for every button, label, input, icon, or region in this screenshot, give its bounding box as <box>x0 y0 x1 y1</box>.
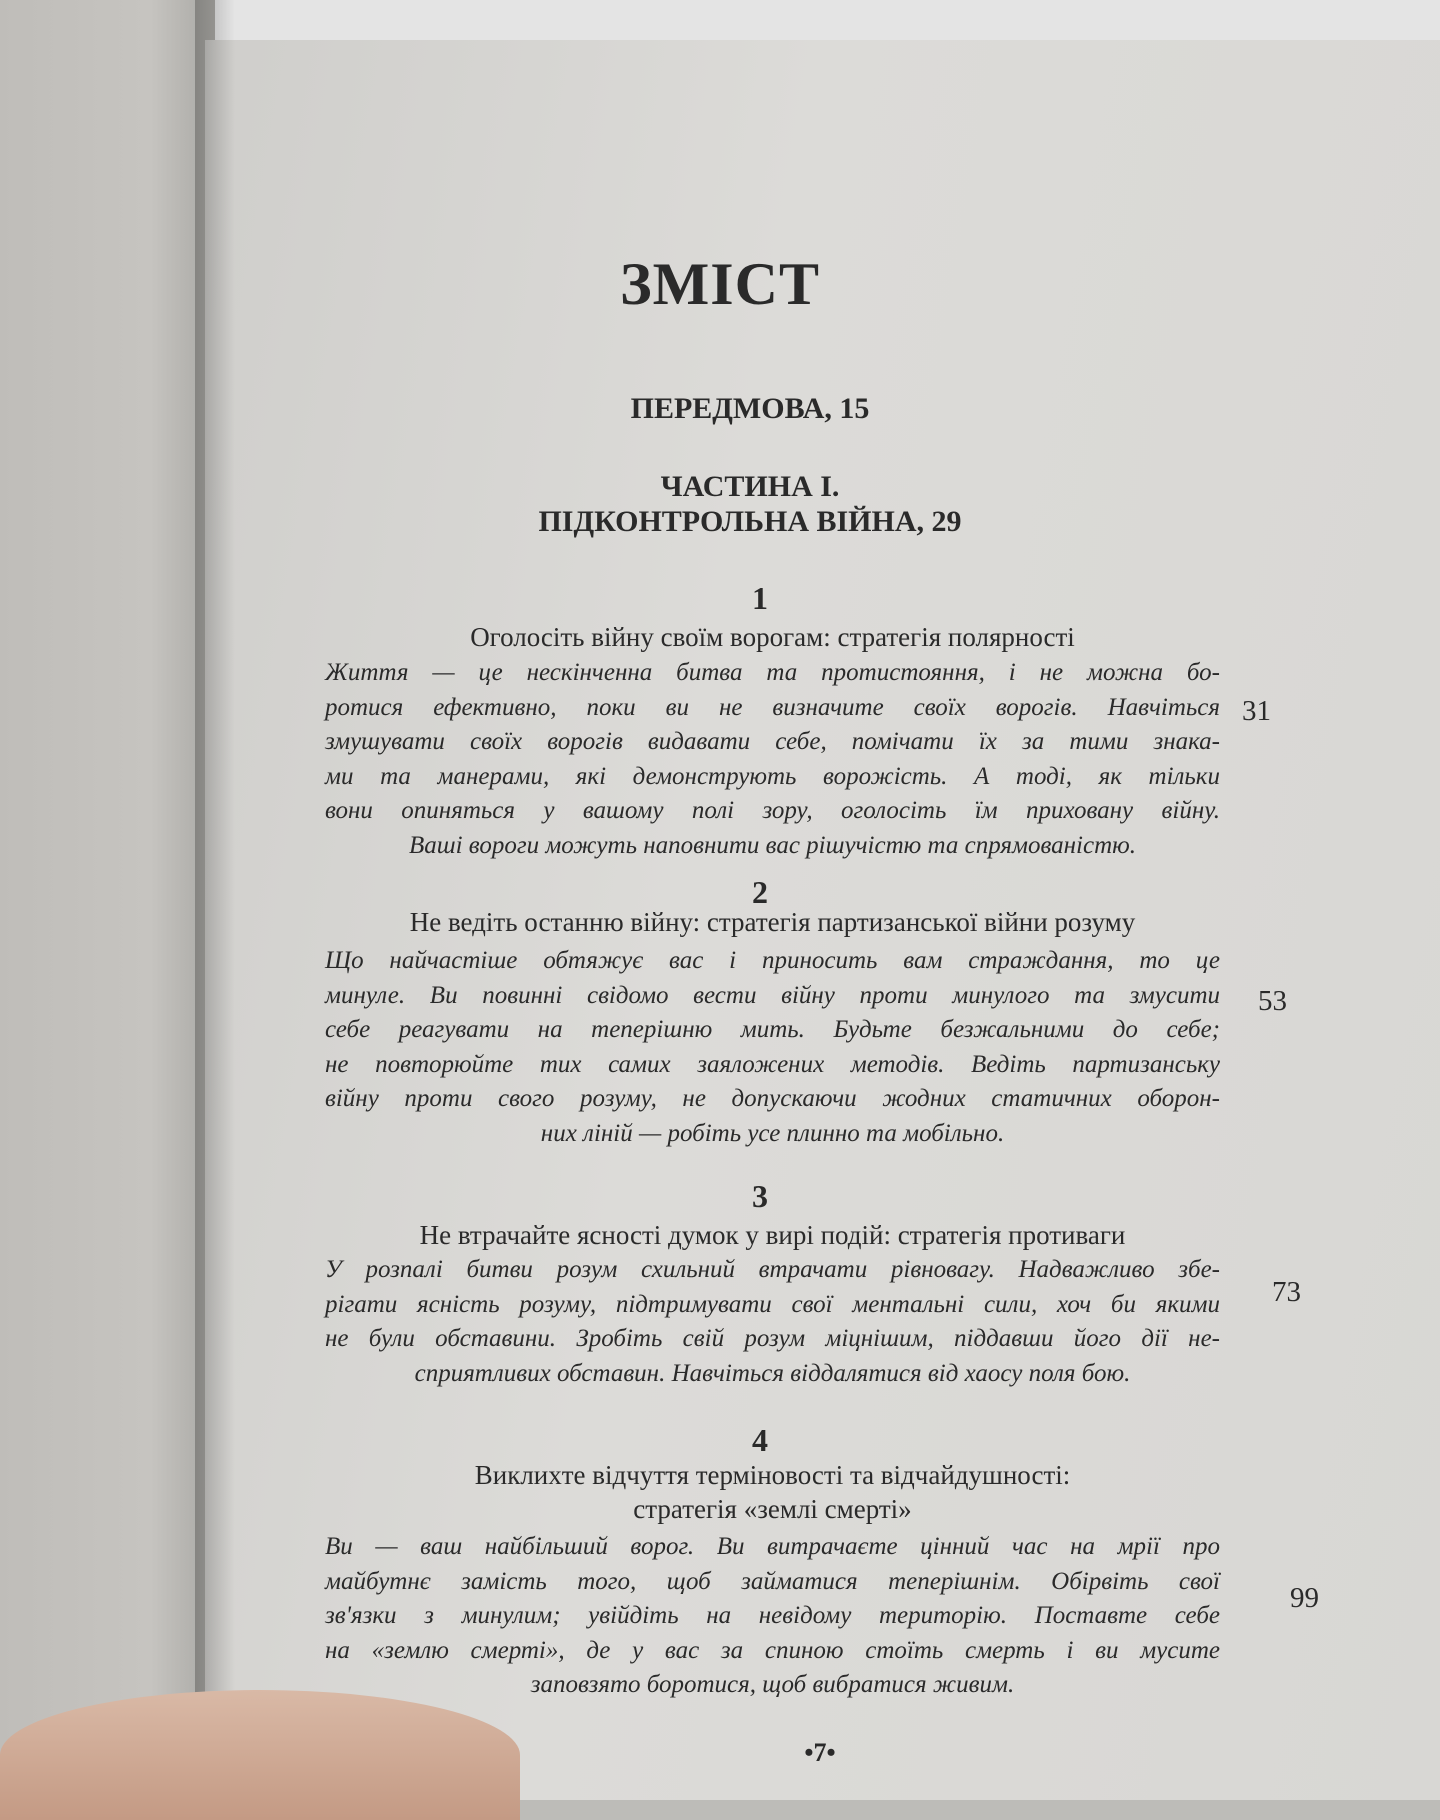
finger <box>0 1690 520 1820</box>
description-line: Ви — ваш найбільший ворог. Ви витрачаєте цінний час на мрії про <box>325 1533 1220 1560</box>
description-line: війну проти свого розуму, не допускаючи жодних статичних оборон- <box>325 1085 1220 1112</box>
description-line: Ваші вороги можуть наповнити вас рішучістю та спрямованістю. <box>408 831 1137 859</box>
description-line: Життя — це нескінченна битва та протистояння, і не можна бо- <box>325 659 1220 686</box>
description-line: рігати ясність розуму, підтримувати свої ментальні сили, хоч би якими <box>325 1290 1220 1318</box>
chapter-number: 4 <box>752 1422 768 1458</box>
description-line: вони опиняться у вашому полі зору, оголосіть їм приховану війну. <box>325 797 1220 824</box>
chapter-description <box>325 944 1220 1151</box>
description-line: минуле. Ви повинні свідомо вести війну проти минулого та змусити <box>325 981 1220 1009</box>
part-heading-line2: ПІДКОНТРОЛЬНА ВІЙНА, 29 <box>538 505 962 538</box>
chapter-description <box>325 1253 1220 1391</box>
description-line: не були обставини. Зробіть свій розум міцнішим, піддавши його дії не- <box>325 1325 1220 1352</box>
description-line: заповзято боротися, щоб вибратися живим. <box>530 1671 1015 1698</box>
description-line: себе реагувати на теперішню мить. Будьте безжальними до себе; <box>325 1016 1220 1043</box>
description-line: на «землю смерті», де у вас за спиною стоїть смерть і ви мусите <box>325 1636 1220 1664</box>
chapter-heading <box>325 905 1220 939</box>
preface-heading: ПЕРЕДМОВА, 15 <box>630 392 870 425</box>
description-line: сприятливих обставин. Навчіться віддалятися від хаосу поля бою. <box>414 1359 1131 1387</box>
spine-shadow <box>195 0 235 1800</box>
page-number: •7• <box>804 1738 836 1767</box>
chapter-page-number: 73 <box>1272 1276 1301 1308</box>
chapter-page-number: 53 <box>1258 985 1287 1017</box>
chapter-heading <box>325 1458 1220 1526</box>
chapter-page-number: 31 <box>1242 695 1271 727</box>
chapter-number: 2 <box>752 874 768 910</box>
chapter-page-number: 99 <box>1290 1582 1319 1614</box>
left-page <box>0 0 215 1800</box>
chapter-heading-line: Не втрачайте ясності думок у вирі подій: стратегія противаги <box>419 1220 1126 1250</box>
chapter-heading-line: Виклиxте відчуття терміновості та відчайдушності: <box>474 1460 1071 1490</box>
chapter-number: 1 <box>752 580 768 616</box>
chapter-description <box>325 1530 1220 1703</box>
description-line: У розпалі битви розум схильний втрачати рівновагу. Надважливо збе- <box>325 1256 1220 1283</box>
chapter-heading-line: стратегія «землі смерті» <box>633 1494 912 1524</box>
page-title: ЗМІСТ <box>620 251 820 317</box>
part-heading-line1: ЧАСТИНА І. <box>660 470 840 503</box>
chapter-number: 3 <box>752 1178 768 1214</box>
description-line: змушувати своїх ворогів видавати себе, помічати їх за тими знака- <box>325 728 1220 755</box>
description-line: Що найчастіше обтяжує вас і приносить вам страждання, то це <box>325 947 1220 974</box>
description-line: не повторюйте тих самих заяложених методів. Ведіть партизанську <box>325 1050 1220 1078</box>
chapter-description <box>325 656 1220 863</box>
description-line: майбутнє замість того, щоб займатися теперішнім. Обірвіть свої <box>325 1567 1220 1595</box>
description-line: них ліній — робіть усе плинно та мобільно. <box>540 1119 1005 1147</box>
description-line: ми та манерами, які демонструють ворожість. А тоді, як тільки <box>325 762 1220 790</box>
chapter-heading-line: Оголосіть війну своїм ворогам: стратегія полярності <box>470 622 1075 652</box>
chapter-heading <box>325 620 1220 654</box>
chapter-heading <box>325 1218 1220 1252</box>
description-line: зв'язки з минулим; увійдіть на невідому територію. Поставте себе <box>325 1602 1220 1629</box>
description-line: ротися ефективно, поки ви не визначите своїх ворогів. Навчіться <box>325 693 1220 721</box>
chapter-heading-line: Не ведіть останню війну: стратегія партизанської війни розуму <box>409 907 1136 937</box>
